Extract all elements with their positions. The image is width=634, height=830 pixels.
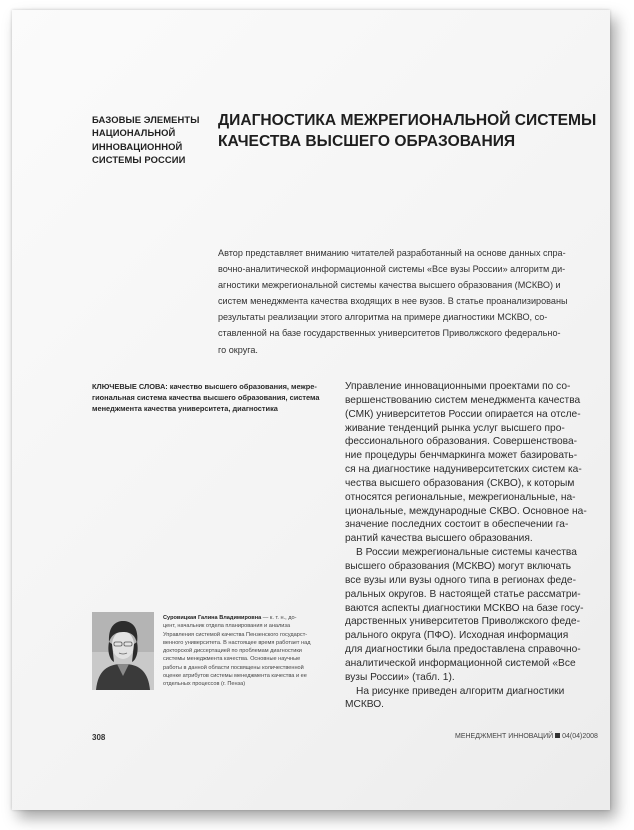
abstract-line: ставленной на базе государственных университетов Приволжского федерально-: [218, 328, 561, 339]
body-line: (СМК) университетов России опирается на отсле-: [345, 408, 581, 420]
author-bio-line: оценке атрибутов системы менеджмента качества и ее: [163, 673, 307, 680]
author-bio-first-line: [163, 614, 313, 622]
body-line: значение последних состоит в обеспечении га-: [345, 519, 569, 531]
body-line: все вузы или вузы одного типа в регионах феде-: [345, 574, 576, 586]
body-line: фессионального образования. Совершенствова-: [345, 436, 578, 448]
keywords-line: гиональная система качества высшего образования, система: [92, 393, 320, 403]
page-number: 308: [92, 733, 106, 742]
rubric-line: НАЦИОНАЛЬНОЙ: [92, 127, 176, 139]
author-bio-line: Управления системой качества Пензенского государст-: [163, 631, 308, 638]
author-name: Суровицкая Галина Владимировна: [163, 615, 262, 621]
title-line: КАЧЕСТВА ВЫСШЕГО ОБРАЗОВАНИЯ: [218, 133, 516, 150]
keywords-line: КЛЮЧЕВЫЕ СЛОВА: качество высшего образования, межре-: [92, 382, 317, 391]
body-line: ся на диагностике надуниверситетских систем ка-: [345, 464, 582, 476]
author-photo: [92, 612, 154, 690]
abstract-line: вочно-аналитической информационной системы «Все вузы России» алгоритм ди-: [218, 264, 566, 275]
title-line: ДИАГНОСТИКА МЕЖРЕГИОНАЛЬНОЙ СИСТЕМЫ: [218, 112, 597, 129]
rubric-line: ИННОВАЦИОННОЙ: [92, 140, 183, 152]
author-bio-line: отдельных процессов (г. Пенза): [163, 681, 246, 688]
body-line: рального округа (ПФО). Исходная информация: [345, 630, 569, 642]
body-line: ральных округов. В настоящей статье рассматри-: [345, 588, 581, 600]
author-bio-line: системы менеджмента качества. Основные научные: [163, 656, 301, 663]
body-line: На рисунке приведен алгоритм диагностики: [356, 685, 565, 697]
author-portrait-image: [92, 612, 154, 690]
article-body: [345, 380, 587, 712]
rubric-line: БАЗОВЫЕ ЭЛЕМЕНТЫ: [92, 114, 200, 125]
body-line: вершенствованию систем менеджмента качества: [345, 394, 581, 406]
body-line: В России межрегиональные системы качества: [356, 547, 577, 559]
body-line: вузы России» (табл. 1).: [345, 671, 455, 683]
abstract-line: агностики межрегиональной системы качества высшего образования (МСКВО) и: [218, 280, 561, 291]
body-line: МСКВО.: [345, 699, 384, 711]
body-line: ваются аспекты диагностики МСКВО на базе госу-: [345, 602, 584, 614]
abstract-line: систем менеджмента качества входящих в нее вузов. В статье проанализированы: [218, 296, 568, 307]
author-degree: — к. т. н., до-: [261, 615, 297, 621]
abstract-line: результаты реализации этого алгоритма на примере диагностики МСКВО, со-: [218, 312, 548, 323]
body-line: аналитической информационной системой «Все: [345, 657, 576, 669]
journal-name: МЕНЕДЖМЕНТ ИННОВАЦИЙ: [455, 733, 554, 740]
keywords-line: менеджмента качества университета, диагностика: [92, 404, 278, 414]
author-bio-line: докторской диссертацией по проблемам диагностики: [163, 648, 302, 655]
article-title: [218, 110, 597, 152]
body-line: ние процедуры бенчмаркинга может базировать-: [345, 450, 578, 462]
author-bio-line: работы в данной области посвящены количественной: [163, 664, 304, 671]
author-bio: [163, 614, 313, 689]
keywords-block: [92, 381, 337, 415]
body-line: дарственных университетов Приволжского феде-: [345, 616, 580, 628]
article-abstract: [218, 245, 586, 358]
body-line: чества высшего образования (СКВО), к которым: [345, 477, 575, 489]
body-line: живание тенденций рынка услуг высшего про-: [345, 422, 565, 434]
body-line: высшего образования (МСКВО) могут включать: [345, 560, 572, 572]
author-bio-line: венного университета. В настоящее время работает над: [163, 639, 311, 646]
abstract-line: го округа.: [218, 344, 258, 355]
rubric-line: СИСТЕМЫ РОССИИ: [92, 154, 186, 166]
body-line: рантий качества высшего образования.: [345, 533, 533, 545]
journal-footer: [455, 733, 598, 740]
body-line: циональные, международные СКВО. Основное на-: [345, 505, 587, 517]
body-line: относятся региональные, межрегиональные, на-: [345, 491, 576, 503]
square-bullet-icon: [555, 733, 560, 738]
abstract-line: Автор представляет вниманию читателей разработанный на основе данных спра-: [218, 248, 566, 258]
author-bio-line: цент, начальник отдела планирования и анализа: [163, 623, 291, 630]
body-line: для диагностики была предоставлена справочно-: [345, 644, 581, 656]
section-rubric: [92, 113, 200, 167]
journal-issue: 04(04)2008: [562, 733, 598, 740]
body-line: Управление инновационными проектами по со-: [345, 381, 571, 392]
